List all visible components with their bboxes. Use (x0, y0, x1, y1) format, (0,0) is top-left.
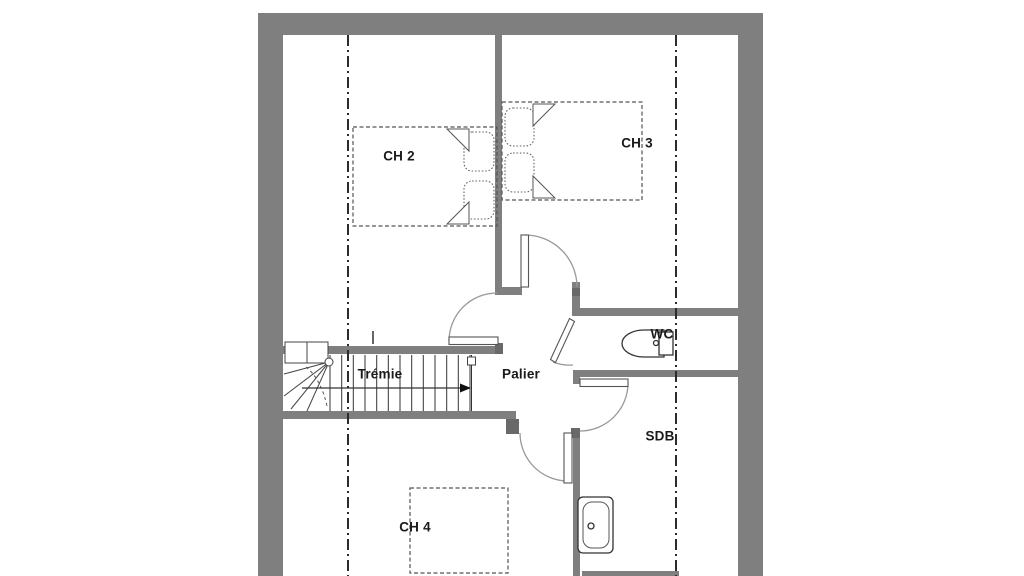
bathtub-drain (588, 523, 594, 529)
door-wc (551, 319, 575, 366)
door-leaf (449, 337, 498, 345)
door-ch4 (520, 433, 572, 483)
door-leaf (564, 433, 572, 483)
room-label-sdb: SDB (645, 428, 675, 444)
room-label-ch2: CH 2 (383, 148, 415, 164)
door-ch2 (449, 293, 498, 345)
door-swing-arc (520, 433, 568, 481)
sheet-fold (447, 202, 469, 224)
stair-rail-post (468, 357, 476, 365)
bathtub-fixture (578, 497, 613, 553)
door-swing-arc (580, 383, 628, 431)
stair-newel-post (325, 358, 333, 366)
door-leaf (580, 379, 628, 387)
sheet-fold (533, 104, 555, 126)
room-label-ch3: CH 3 (621, 135, 653, 151)
bed-ch3 (502, 102, 642, 200)
door-swing-arc (525, 235, 577, 287)
room-label-ch4: CH 4 (399, 519, 431, 535)
door-sdb (580, 379, 628, 431)
room-label-wc: WC (650, 326, 674, 342)
door-leaf (551, 319, 575, 363)
door-leaf (521, 235, 529, 287)
sheet-fold (447, 129, 469, 151)
walkline-arrow (460, 384, 471, 393)
sheet-fold (533, 176, 555, 198)
bed-ch2 (353, 127, 497, 226)
stair-winders (284, 362, 329, 411)
door-swing-arc (449, 293, 497, 341)
pillow (505, 153, 534, 192)
door-ch3 (521, 235, 577, 287)
stair-risers (330, 355, 472, 411)
room-label-tremie: Trémie (357, 366, 403, 382)
room-label-palier: Palier (502, 366, 540, 382)
pillow (505, 108, 534, 146)
